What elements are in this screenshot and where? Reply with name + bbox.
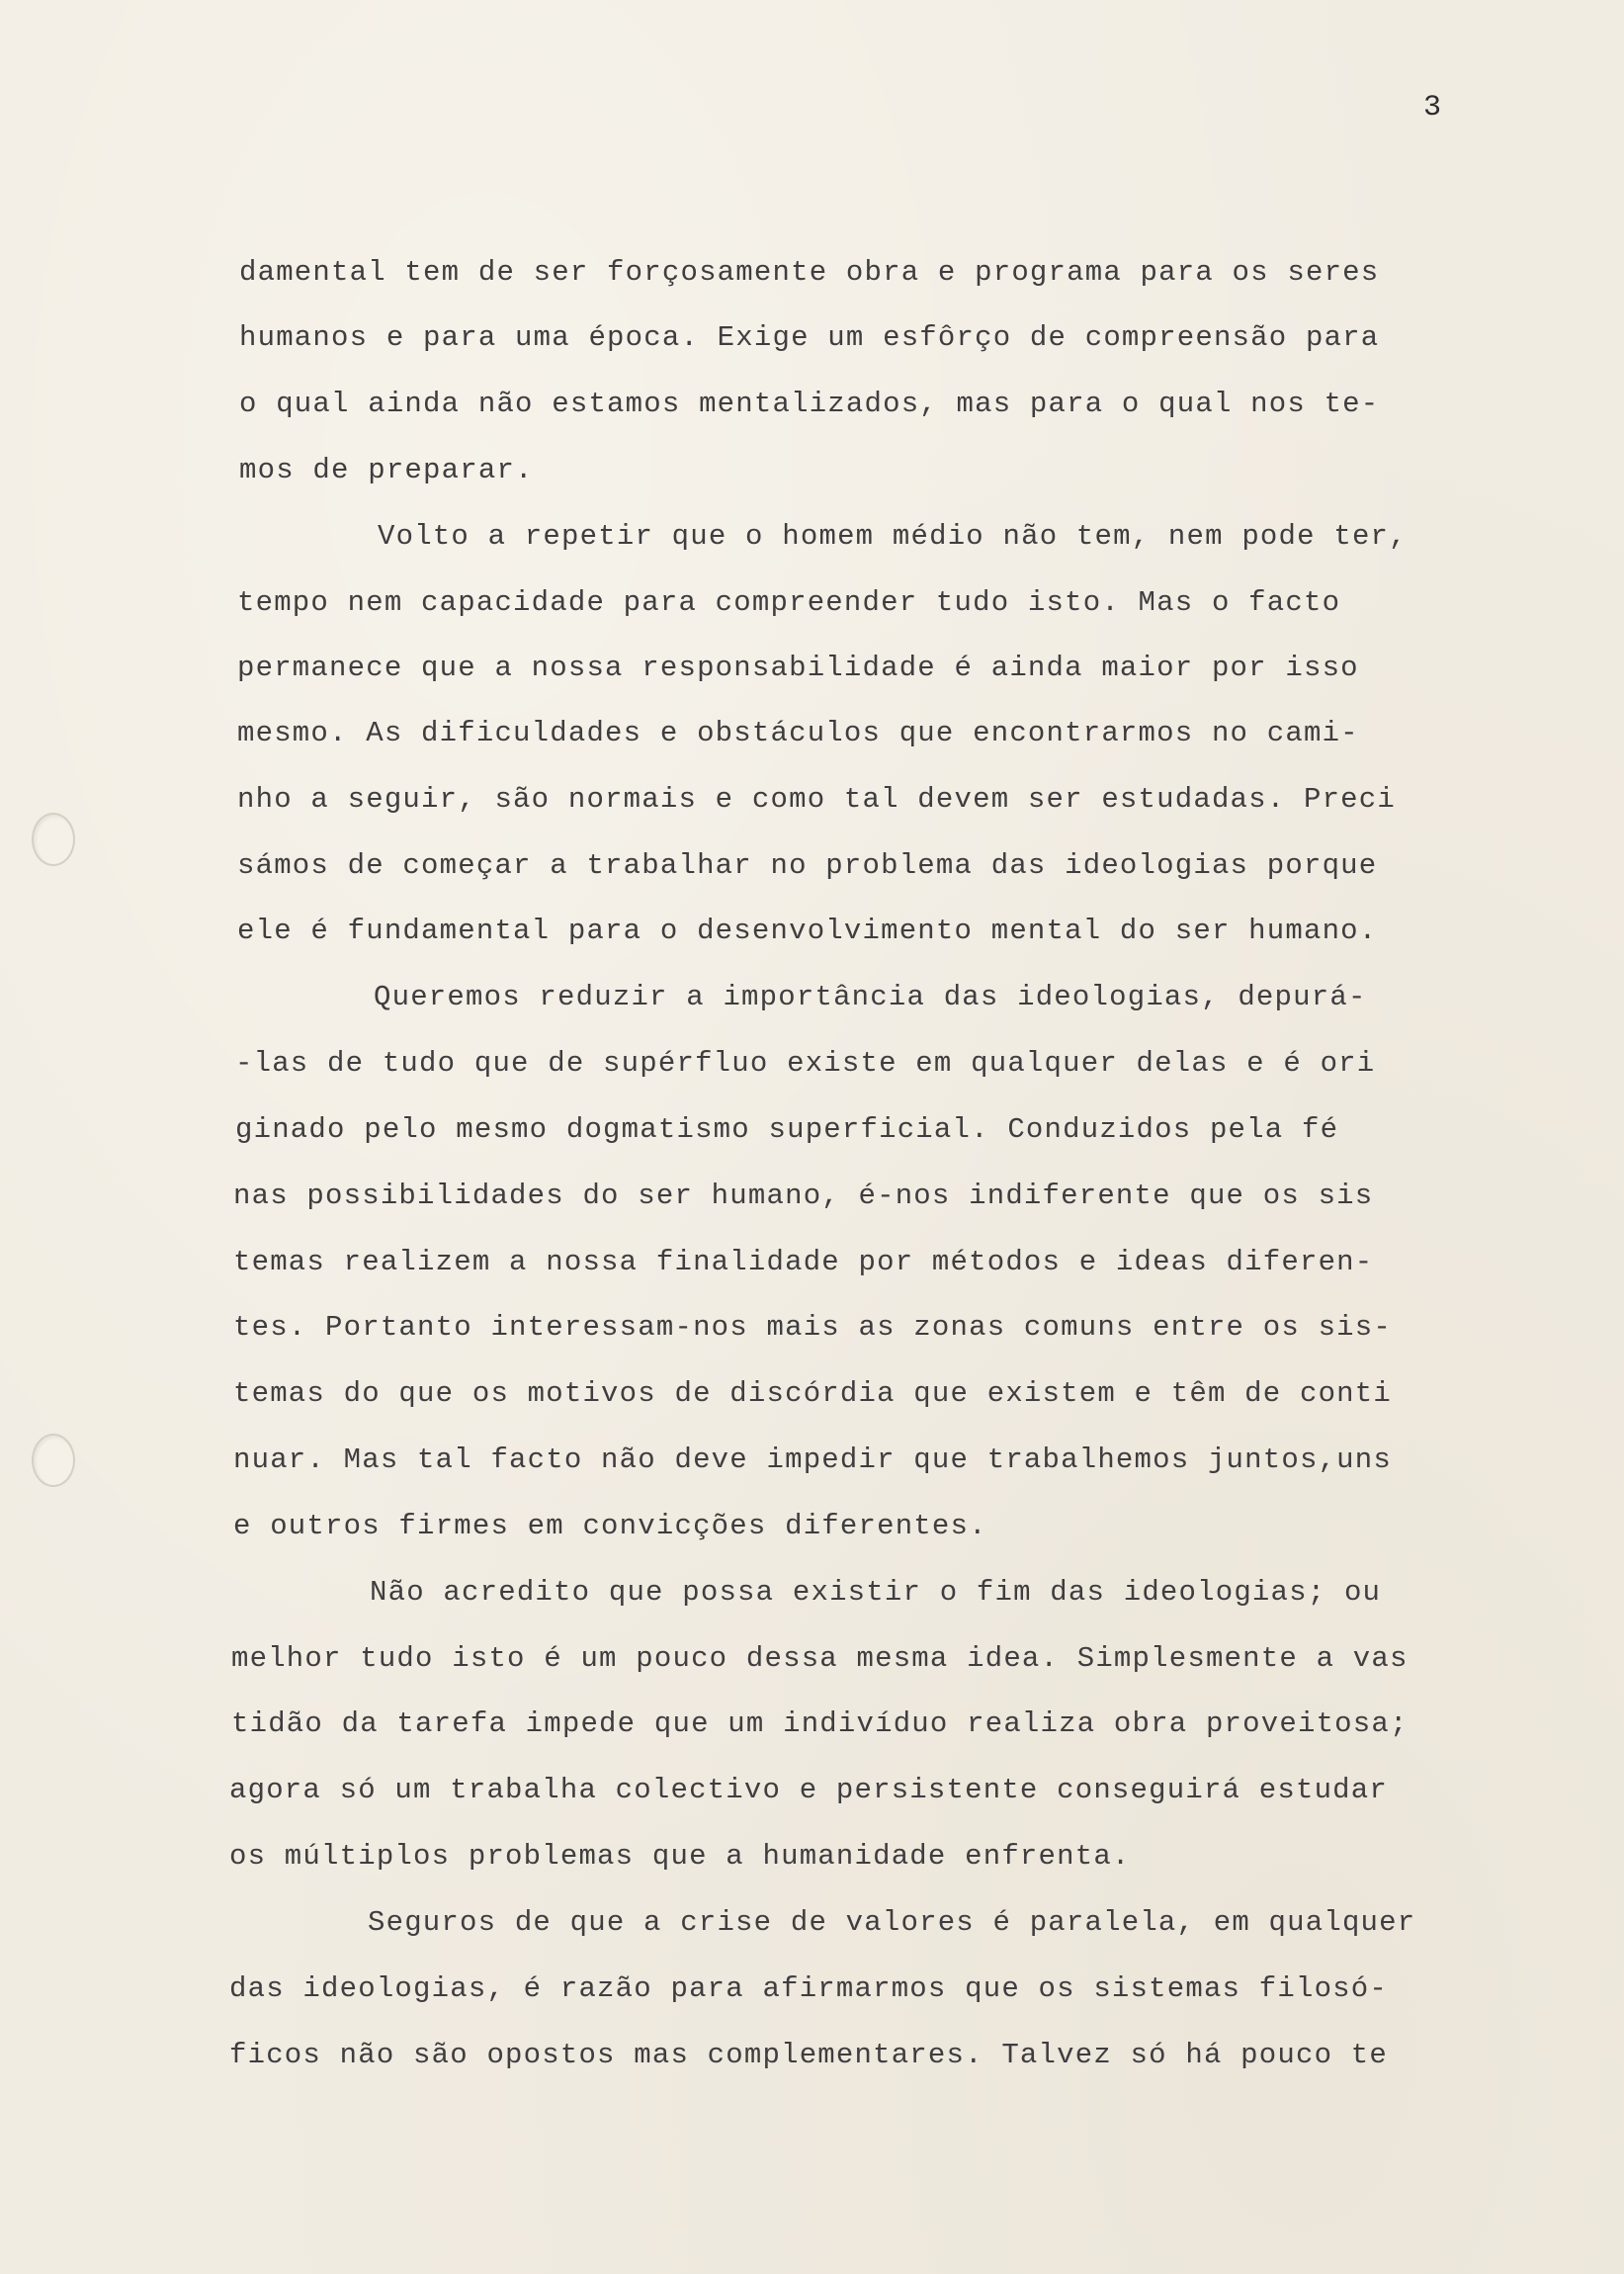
text-line: os múltiplos problemas que a humanidade enfrenta. [229,1840,1131,1873]
text-line: -las de tudo que de supérfluo existe em qualquer delas e é ori [235,1047,1376,1080]
punch-hole-lower [32,1434,75,1487]
text-line: nho a seguir, são normais e como tal devem ser estudadas. Preci [237,783,1396,816]
text-line: melhor tudo isto é um pouco dessa mesma idea. Simplesmente a vas [231,1642,1409,1675]
text-line: nuar. Mas tal facto não deve impedir que trabalhemos juntos,uns [233,1443,1392,1476]
text-line: Volto a repetir que o homem médio não tem, nem pode ter, [378,520,1408,553]
text-line: mos de preparar. [239,454,534,486]
text-line: ele é fundamental para o desenvolvimento mental do ser humano. [237,915,1378,947]
text-line: tes. Portanto interessam-nos mais as zonas comuns entre os sis- [233,1311,1392,1344]
text-line: damental tem de ser forçosamente obra e programa para os seres [239,256,1380,289]
page-number: 3 [1423,91,1442,125]
text-line: Não acredito que possa existir o fim das ideologias; ou [370,1576,1382,1609]
text-line: sámos de começar a trabalhar no problema das ideologias porque [237,849,1378,882]
text-line: Queremos reduzir a importância das ideologias, depurá- [374,981,1367,1013]
text-line: e outros firmes em convicções diferentes. [233,1510,987,1542]
text-line: mesmo. As dificuldades e obstáculos que encontrarmos no cami- [237,717,1359,749]
text-line: o qual ainda não estamos mentalizados, mas para o qual nos te- [239,388,1380,420]
text-line: permanece que a nossa responsabilidade é ainda maior por isso [237,652,1359,684]
text-line: nas possibilidades do ser humano, é-nos indiferente que os sis [233,1180,1374,1212]
text-line: Seguros de que a crise de valores é paralela, em qualquer [368,1906,1416,1939]
text-line: temas realizem a nossa finalidade por métodos e ideas diferen- [233,1246,1374,1278]
punch-hole-upper [32,813,75,866]
text-line: ginado pelo mesmo dogmatismo superficial. Conduzidos pela fé [235,1113,1339,1146]
text-line: humanos e para uma época. Exige um esfôrço de compreensão para [239,321,1380,354]
text-line: das ideologias, é razão para afirmarmos que os sistemas filosó- [229,1972,1388,2005]
text-line: ficos não são opostos mas complementares. Talvez só há pouco te [229,2039,1388,2071]
text-line: tempo nem capacidade para compreender tudo isto. Mas o facto [237,586,1341,619]
text-line: temas do que os motivos de discórdia que existem e têm de conti [233,1377,1392,1410]
text-line: agora só um trabalha colectivo e persistente conseguirá estudar [229,1774,1388,1806]
text-line: tidão da tarefa impede que um indivíduo realiza obra proveitosa; [231,1707,1409,1740]
